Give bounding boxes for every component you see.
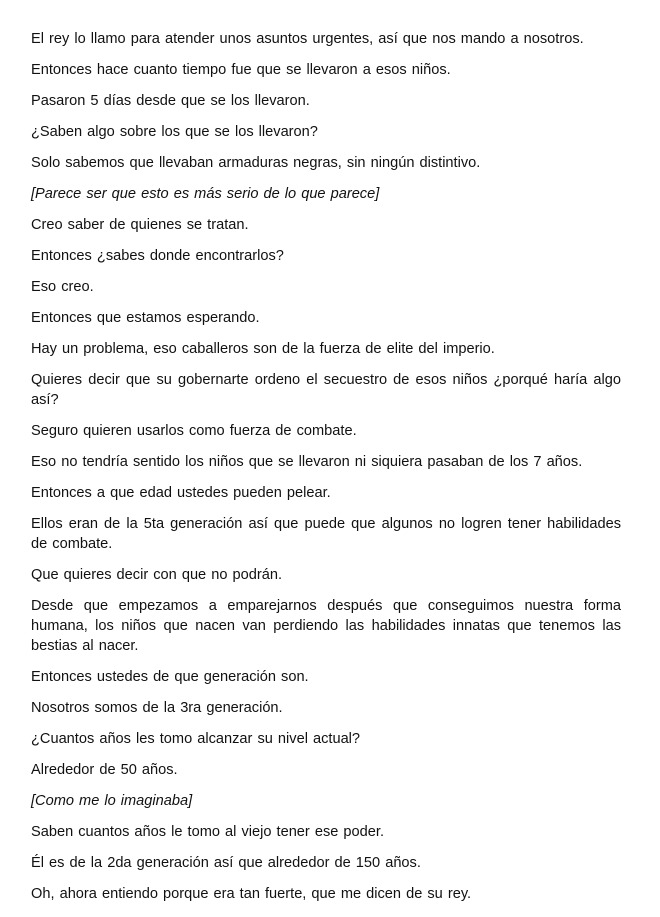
paragraph: Creo saber de quienes se tratan. [31,217,249,233]
paragraph: Eso creo. [31,279,94,295]
paragraph: [Parece ser que esto es más serio de lo que parece] [31,186,380,202]
paragraph: Entonces ¿sabes donde encontrarlos? [31,248,284,264]
document-page [31,29,621,915]
paragraph: [Como me lo imaginaba] [31,793,193,809]
paragraph: Solo sabemos que llevaban armaduras negras, sin ningún distintivo. [31,155,481,171]
paragraph: Ellos eran de la 5ta generación así que puede que algunos no logren tener habilidades de combate. [31,516,621,552]
paragraph: El rey lo llamo para atender unos asuntos urgentes, así que nos mando a nosotros. [31,31,584,47]
paragraph: Desde que empezamos a emparejarnos después que conseguimos nuestra forma humana, los niños que nacen van perdiendo las habilidades innatas que tenemos las bestias al nacer. [31,598,621,654]
paragraph: Nosotros somos de la 3ra generación. [31,700,283,716]
paragraph: Entonces a que edad ustedes pueden pelear. [31,485,331,501]
paragraph: Hay un problema, eso caballeros son de la fuerza de elite del imperio. [31,341,495,357]
paragraph: Entonces que estamos esperando. [31,310,260,326]
paragraph: Eso no tendría sentido los niños que se llevaron ni siquiera pasaban de los 7 años. [31,454,583,470]
paragraph: ¿Cuantos años les tomo alcanzar su nivel actual? [31,731,361,747]
paragraph: Quieres decir que su gobernarte ordeno el secuestro de esos niños ¿porqué haría algo así? [31,372,621,408]
paragraph: Seguro quieren usarlos como fuerza de combate. [31,423,357,439]
paragraph: Pasaron 5 días desde que se los llevaron. [31,93,310,109]
paragraph: Él es de la 2da generación así que alrededor de 150 años. [31,855,421,871]
paragraph: Entonces hace cuanto tiempo fue que se llevaron a esos niños. [31,62,451,78]
paragraph: Saben cuantos años le tomo al viejo tener ese poder. [31,824,384,840]
paragraph: Entonces ustedes de que generación son. [31,669,309,685]
paragraph: Que quieres decir con que no podrán. [31,567,283,583]
paragraph: Oh, ahora entiendo porque era tan fuerte, que me dicen de su rey. [31,886,472,902]
paragraph: Alrededor de 50 años. [31,762,178,778]
paragraph: ¿Saben algo sobre los que se los llevaron? [31,124,318,140]
